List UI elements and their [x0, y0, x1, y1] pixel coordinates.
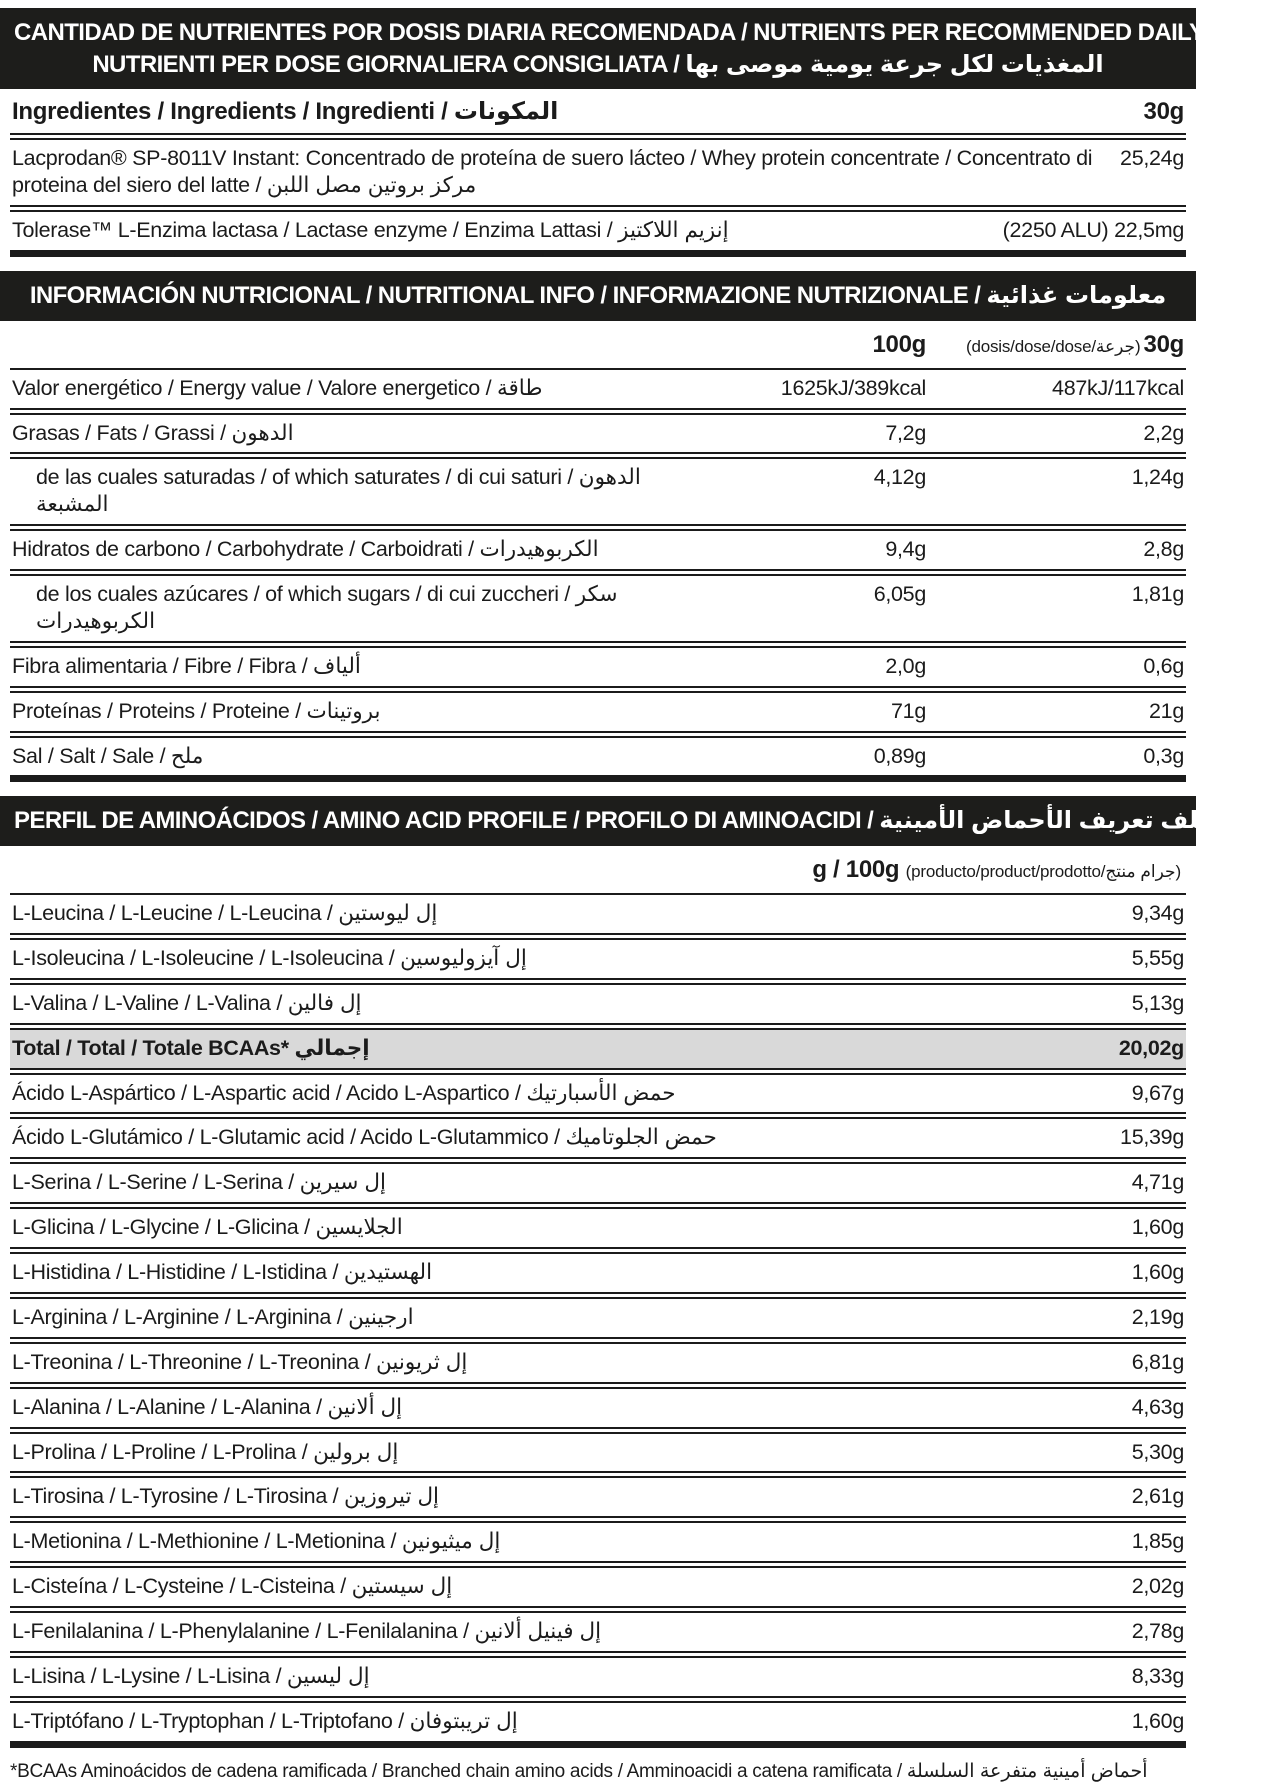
column-header-30g-note: (dosis/dose/dose/جرعة): [966, 336, 1141, 356]
nutrient-label: de los cuales azúcares / of which sugars / di cui zuccheri / سكر الكربوهيدرات: [36, 582, 618, 633]
nutrient-label: Hidratos de carbono / Carbohydrate / Carboidrati / الكربوهيدرات: [12, 537, 599, 562]
nutrition-row: [10, 574, 1186, 643]
amino-section: [0, 846, 1196, 1748]
main-header-line-2: NUTRIENTI PER DOSE GIORNALIERA CONSIGLIATA / المغذيات لكل جرعة يومية موصى بها: [92, 50, 1104, 78]
nutrition-column-header-row: [10, 321, 1186, 365]
column-header-100g: 100g: [872, 330, 926, 358]
amino-label: L-Triptófano / L-Tryptophan / L-Triptofano / إل تريبتوفان: [12, 1708, 518, 1733]
value-per-100g: 6,05g: [873, 582, 926, 607]
amino-label: Total / Total / Totale BCAAs* إجمالي: [12, 1035, 370, 1060]
amino-value: 4,63g: [1131, 1394, 1184, 1419]
value-per-30g: 2,8g: [1143, 537, 1184, 562]
value-per-30g: 21g: [1149, 698, 1184, 723]
amino-row: [10, 1252, 1186, 1294]
ingredients-dose: 30g: [1143, 98, 1184, 126]
nutrition-row: [10, 368, 1186, 410]
amino-value: 1,85g: [1131, 1529, 1184, 1554]
amino-label: L-Cisteína / L-Cysteine / L-Cisteina / إل سيستين: [12, 1574, 453, 1599]
amino-column-header-row: [10, 846, 1186, 890]
amino-value: 15,39g: [1120, 1125, 1184, 1150]
value-per-30g: 0,6g: [1143, 653, 1184, 678]
amino-label: Ácido L-Glutámico / L-Glutamic acid / Acido L-Glutammico / حمض الجلوتاميك: [12, 1125, 717, 1150]
amino-label: L-Alanina / L-Alanine / L-Alanina / إل ألانين: [12, 1394, 403, 1419]
ingredients-section: [0, 89, 1196, 257]
amino-row: [10, 1117, 1186, 1159]
amino-label: L-Isoleucina / L-Isoleucine / L-Isoleucina / إل آيزوليوسين: [12, 945, 527, 970]
ingredient-row: [10, 210, 1186, 257]
amino-row: [10, 893, 1186, 935]
amino-row: [10, 1476, 1186, 1518]
nutrition-section: [0, 321, 1196, 783]
value-per-100g: 9,4g: [885, 537, 926, 562]
amino-value: 9,67g: [1131, 1080, 1184, 1105]
ingredients-title-row: [10, 89, 1186, 135]
nutrient-label: Grasas / Fats / Grassi / الدهون: [12, 420, 294, 445]
value-per-100g: 0,89g: [873, 743, 926, 768]
amino-row: [10, 938, 1186, 980]
value-per-30g: 1,24g: [1131, 465, 1184, 490]
amino-value: 2,02g: [1131, 1574, 1184, 1599]
ingredient-value: (2250 ALU) 22,5mg: [1002, 218, 1184, 243]
amino-row: [10, 1656, 1186, 1698]
amino-value: 5,55g: [1131, 945, 1184, 970]
amino-label: L-Arginina / L-Arginine / L-Arginina / ارجينين: [12, 1304, 414, 1329]
amino-label: Ácido L-Aspártico / L-Aspartic acid / Acido L-Aspartico / حمض الأسبارتيك: [12, 1080, 676, 1105]
amino-header-bar: [0, 796, 1214, 846]
amino-column-header-unit: g / 100g: [812, 856, 900, 884]
amino-label: L-Tirosina / L-Tyrosine / L-Tirosina / إل تيروزين: [12, 1484, 440, 1509]
nutrition-row: [10, 646, 1186, 688]
amino-row: [10, 1162, 1186, 1204]
nutrition-row: [10, 691, 1186, 733]
amino-row: [10, 1387, 1186, 1429]
amino-label: L-Fenilalanina / L-Phenylalanine / L-Fenilalanina / إل فينيل ألانين: [12, 1619, 602, 1644]
amino-total-row: [10, 1028, 1186, 1070]
amino-value: 8,33g: [1131, 1663, 1184, 1688]
amino-row: [10, 1701, 1186, 1748]
nutrient-label: Sal / Salt / Sale / ملح: [12, 743, 204, 768]
amino-row: [10, 1566, 1186, 1608]
amino-column-header-note: (producto/product/prodotto/جرام منتج): [905, 862, 1181, 882]
value-per-30g: 0,3g: [1143, 743, 1184, 768]
column-header-30g: [926, 331, 1184, 359]
value-per-100g: 7,2g: [885, 420, 926, 445]
bcaa-footnote: *BCAAs Aminoácidos de cadena ramificada / Branched chain amino acids / Amminoacidi a catena ramificata / أحماض أمينية متفرعة السلسلة: [10, 1760, 1148, 1782]
amino-label: L-Treonina / L-Threonine / L-Treonina / إل ثريونين: [12, 1349, 468, 1374]
amino-value: 1,60g: [1131, 1708, 1184, 1733]
amino-title: PERFIL DE AMINOÁCIDOS / AMINO ACID PROFILE / PROFILO DI AMINOACIDI / ملف تعريف الأحماض الأمينية: [14, 807, 1214, 835]
amino-row: [10, 1073, 1186, 1115]
amino-label: L-Serina / L-Serine / L-Serina / إل سيرين: [12, 1170, 386, 1195]
nutrient-label: Proteínas / Proteins / Proteine / بروتينات: [12, 698, 381, 723]
main-header-line-1: CANTIDAD DE NUTRIENTES POR DOSIS DIARIA RECOMENDADA / NUTRIENTS PER RECOMMENDED DAILY DOSE: [14, 19, 1276, 46]
ingredient-label: Tolerase™ L-Enzima lactasa / Lactase enzyme / Enzima Lattasi / إنزيم اللاكتيز: [12, 218, 729, 243]
amino-label: L-Leucina / L-Leucine / L-Leucina / إل ليوستين: [12, 901, 438, 926]
nutrition-title: INFORMACIÓN NUTRICIONAL / NUTRITIONAL INFO / INFORMAZIONE NUTRIZIONALE / معلومات غذائية: [29, 281, 1167, 309]
amino-value: 4,71g: [1131, 1170, 1184, 1195]
value-per-30g: 2,2g: [1143, 420, 1184, 445]
amino-row: [10, 983, 1186, 1025]
amino-label: L-Glicina / L-Glycine / L-Glicina / الجلايسين: [12, 1215, 403, 1240]
amino-label: L-Lisina / L-Lysine / L-Lisina / إل ليسين: [12, 1663, 370, 1688]
value-per-30g: 487kJ/117kcal: [1052, 375, 1184, 400]
nutrition-row: [10, 736, 1186, 783]
amino-row: [10, 1342, 1186, 1384]
ingredient-value: 25,24g: [1120, 146, 1184, 171]
value-per-100g: 2,0g: [885, 653, 926, 678]
amino-value: 1,60g: [1131, 1260, 1184, 1285]
amino-row: [10, 1207, 1186, 1249]
nutrition-row: [10, 413, 1186, 455]
ingredients-title: Ingredientes / Ingredients / Ingredienti / المكونات: [12, 98, 559, 126]
value-per-100g: 71g: [891, 698, 926, 723]
amino-value: 2,19g: [1131, 1304, 1184, 1329]
ingredient-row: [10, 138, 1186, 207]
amino-value: 6,81g: [1131, 1349, 1184, 1374]
nutrient-label: de las cuales saturadas / of which saturates / di cui saturi / الدهون المشبعة: [36, 465, 641, 517]
amino-value: 20,02g: [1118, 1035, 1184, 1060]
amino-label: L-Histidina / L-Histidine / L-Istidina / الهستيدين: [12, 1260, 433, 1285]
amino-column-header: [812, 856, 1184, 884]
ingredient-label: Lacprodan® SP-8011V Instant: Concentrado de proteína de suero lácteo / Whey protein concentrate / Concentrato di proteina del siero del latte / مركز بروتين مصل اللبن: [12, 146, 1093, 198]
amino-label: L-Valina / L-Valine / L-Valina / إل فالين: [12, 990, 362, 1015]
amino-row: [10, 1297, 1186, 1339]
main-header-bar: [0, 8, 1276, 89]
value-per-100g: 4,12g: [873, 465, 926, 490]
nutrition-header-bar: [0, 271, 1196, 321]
amino-value: 9,34g: [1131, 901, 1184, 926]
amino-value: 1,60g: [1131, 1215, 1184, 1240]
nutrition-row: [10, 457, 1186, 526]
nutrient-label: Fibra alimentaria / Fibre / Fibra / ألياف: [12, 653, 361, 678]
column-header-30g-value: 30g: [1143, 330, 1184, 358]
amino-label: L-Metionina / L-Methionine / L-Metionina / إل ميثيونين: [12, 1529, 501, 1554]
amino-value: 2,78g: [1131, 1619, 1184, 1644]
value-per-100g: 1625kJ/389kcal: [780, 375, 926, 400]
amino-row: [10, 1521, 1186, 1563]
amino-value: 5,30g: [1131, 1439, 1184, 1464]
nutrition-row: [10, 529, 1186, 571]
nutrient-label: Valor energético / Energy value / Valore energetico / طاقة: [12, 375, 543, 400]
amino-row: [10, 1611, 1186, 1653]
amino-label: L-Prolina / L-Proline / L-Prolina / إل برولين: [12, 1439, 399, 1464]
value-per-30g: 1,81g: [1131, 582, 1184, 607]
amino-value: 2,61g: [1131, 1484, 1184, 1509]
amino-value: 5,13g: [1131, 990, 1184, 1015]
amino-row: [10, 1432, 1186, 1474]
